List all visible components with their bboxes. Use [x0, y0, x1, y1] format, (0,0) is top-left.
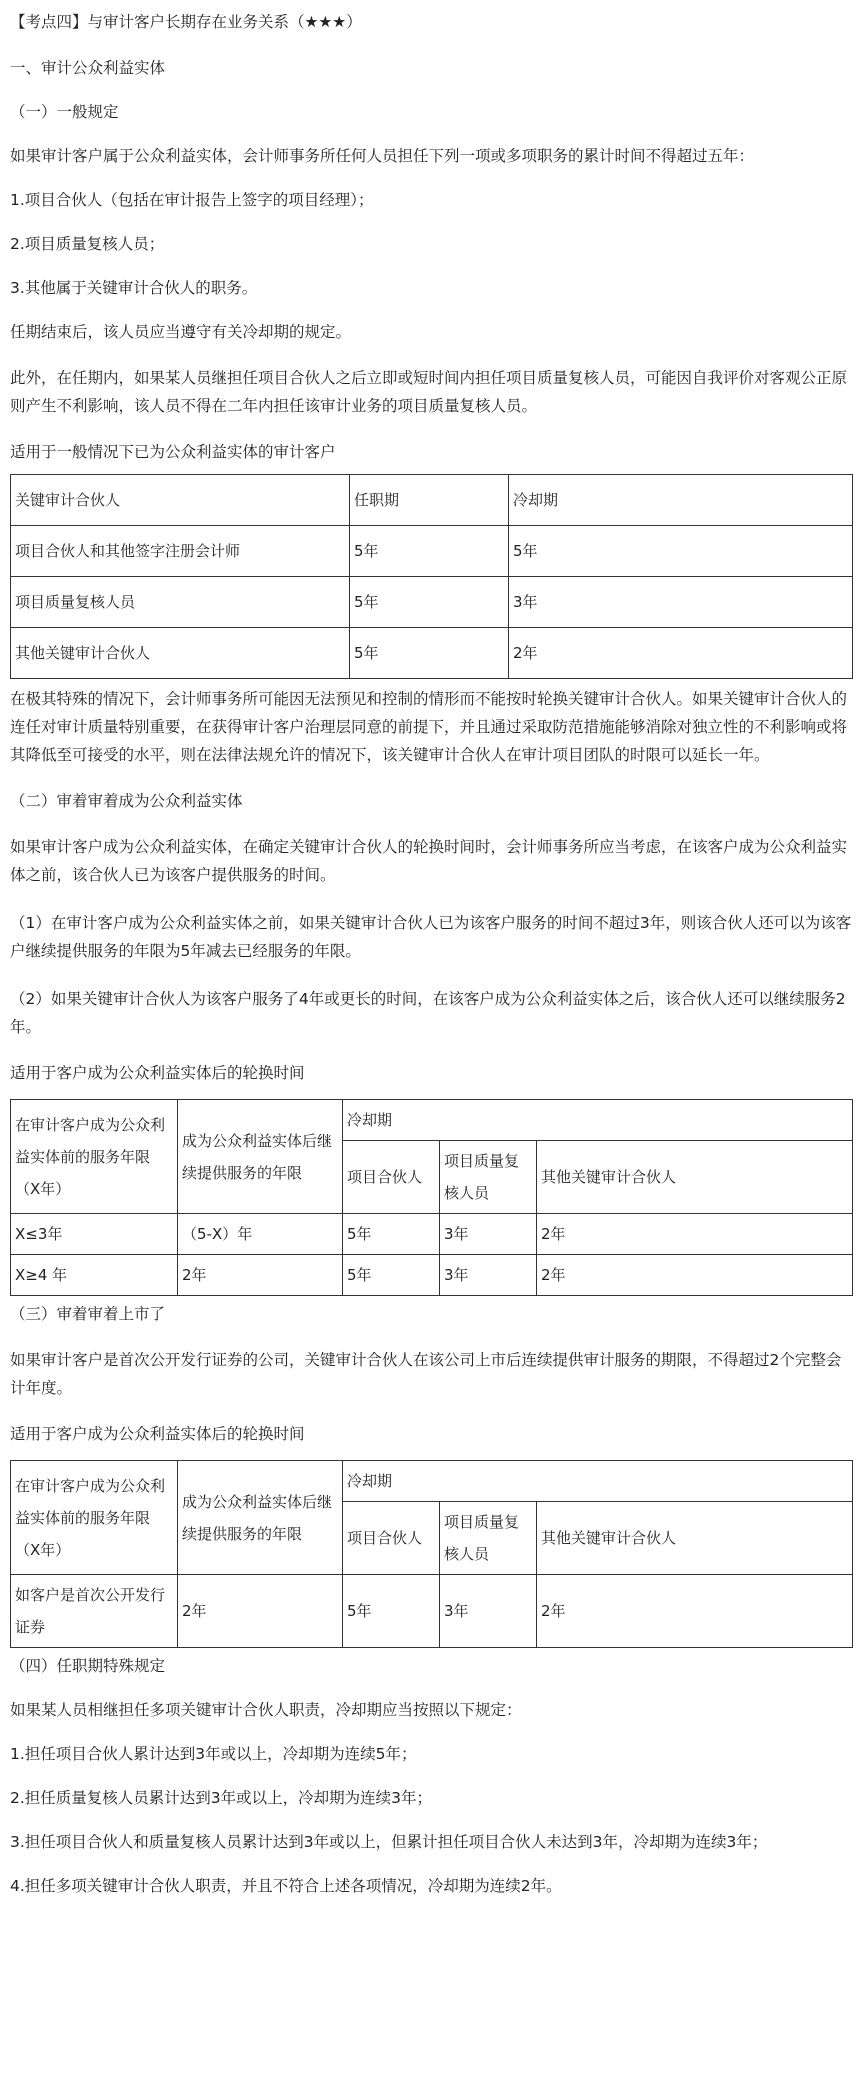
table-caption: 适用于一般情况下已为公众利益实体的审计客户 — [10, 443, 336, 461]
table-cell: （5-X）年 — [178, 1214, 343, 1255]
table-cell: 5年 — [350, 628, 509, 679]
table-cell: 3年 — [440, 1214, 537, 1255]
table-header-cell: 项目合伙人 — [343, 1502, 440, 1575]
table-header-cell: 冷却期 — [343, 1461, 853, 1502]
table-row — [11, 1255, 853, 1296]
table-header-cell: 项目合伙人 — [343, 1141, 440, 1214]
table-header-cell: 在审计客户成为公众利益实体前的服务年限（X年） — [11, 1461, 178, 1575]
list-item: 4.担任多项关键审计合伙人职责，并且不符合上述各项情况，冷却期为连续2年。 — [10, 1877, 562, 1895]
special-circumstances-text: 在极其特殊的情况下，会计师事务所可能因无法预见和控制的情形而不能按时轮换关键审计合伙人。如果关键审计合伙人的连任对审计质量特别重要，在获得审计客户治理层同意的前提下，并且通过采取防范措施能够消除对独立性的不利影响或将其降低至可接受的水平，则在法律法规允许的情况下，该关键审计合伙人在审计项目团队的时限可以延长一年。 — [10, 690, 848, 764]
table-cell: X≤3年 — [11, 1214, 178, 1255]
table-cell: 5年 — [343, 1575, 440, 1648]
table-cell: 项目合伙人和其他签字注册会计师 — [11, 526, 350, 577]
general-rotation-table — [10, 474, 853, 679]
table-cell: 其他关键审计合伙人 — [11, 628, 350, 679]
table-header-cell: 项目质量复核人员 — [440, 1502, 537, 1575]
ipo-intro: 如果审计客户是首次公开发行证券的公司，关键审计合伙人在该公司上市后连续提供审计服务的期限，不得超过2个完整会计年度。 — [10, 1351, 842, 1397]
table-cell: X≥4 年 — [11, 1255, 178, 1296]
becomes-pie-point-1: （1）在审计客户成为公众利益实体之前，如果关键审计合伙人已为该客户服务的时间不超过3年，则该合伙人还可以为该客户继续提供服务的年限为5年减去已经服务的年限。 — [10, 914, 852, 960]
table-header-cell: 项目质量复核人员 — [440, 1141, 537, 1214]
table-cell: 项目质量复核人员 — [11, 577, 350, 628]
table-cell: 5年 — [509, 526, 853, 577]
table-cell: 2年 — [537, 1575, 853, 1648]
subsection-heading-general: （一）一般规定 — [10, 103, 119, 121]
table-header-cell: 任职期 — [350, 475, 509, 526]
table-row — [11, 1214, 853, 1255]
table-header-cell: 其他关键审计合伙人 — [537, 1502, 853, 1575]
table-cell: 如客户是首次公开发行证券 — [11, 1575, 178, 1648]
list-item: 1.担任项目合伙人累计达到3年或以上，冷却期为连续5年； — [10, 1745, 417, 1763]
list-item: 2.项目质量复核人员； — [10, 235, 165, 253]
table-row — [11, 628, 853, 679]
table-header-cell: 冷却期 — [343, 1100, 853, 1141]
table-header-row — [11, 475, 853, 526]
table-caption: 适用于客户成为公众利益实体后的轮换时间 — [10, 1064, 305, 1082]
becomes-pie-point-2: （2）如果关键审计合伙人为该客户服务了4年或更长的时间，在该客户成为公众利益实体之后，该合伙人还可以继续服务2年。 — [10, 990, 846, 1036]
list-item: 2.担任质量复核人员累计达到3年或以上，冷却期为连续3年； — [10, 1789, 433, 1807]
table-header-cell: 关键审计合伙人 — [11, 475, 350, 526]
table-cell: 2年 — [537, 1255, 853, 1296]
after-term-text: 任期结束后，该人员应当遵守有关冷却期的规定。 — [10, 323, 352, 341]
table-row — [11, 526, 853, 577]
table-cell: 2年 — [537, 1214, 853, 1255]
additional-text: 此外，在任期内，如果某人员继担任项目合伙人之后立即或短时间内担任项目质量复核人员，可能因自我评价对客观公正原则产生不利影响，该人员不得在二年内担任该审计业务的项目质量复核人员。 — [10, 369, 848, 415]
table-cell: 5年 — [350, 577, 509, 628]
table-header-cell: 成为公众利益实体后继续提供服务的年限 — [178, 1100, 343, 1214]
general-intro: 如果审计客户属于公众利益实体，会计师事务所任何人员担任下列一项或多项职务的累计时间不得超过五年： — [10, 147, 755, 165]
subsection-heading-special-term: （四）任职期特殊规定 — [10, 1657, 166, 1675]
table-cell: 2年 — [178, 1255, 343, 1296]
special-term-intro: 如果某人员相继担任多项关键审计合伙人职责，冷却期应当按照以下规定： — [10, 1701, 522, 1719]
table-cell: 5年 — [350, 526, 509, 577]
list-item: 3.担任项目合伙人和质量复核人员累计达到3年或以上，但累计担任项目合伙人未达到3年，冷却期为连续3年； — [10, 1833, 768, 1851]
subsection-heading-becomes-pie: （二）审着审着成为公众利益实体 — [10, 792, 243, 810]
list-item: 1.项目合伙人（包括在审计报告上签字的项目经理）； — [10, 191, 374, 209]
table-header-cell: 冷却期 — [509, 475, 853, 526]
table-cell: 5年 — [343, 1214, 440, 1255]
table-cell: 3年 — [509, 577, 853, 628]
table-caption: 适用于客户成为公众利益实体后的轮换时间 — [10, 1425, 305, 1443]
table-row — [11, 577, 853, 628]
table-cell: 3年 — [440, 1575, 537, 1648]
subsection-heading-ipo: （三）审着审着上市了 — [10, 1305, 166, 1323]
list-item: 3.其他属于关键审计合伙人的职务。 — [10, 279, 258, 297]
table-cell: 2年 — [509, 628, 853, 679]
page-title: 【考点四】与审计客户长期存在业务关系（★★★） — [10, 13, 362, 31]
table-row — [11, 1575, 853, 1648]
section-heading: 一、审计公众利益实体 — [10, 59, 166, 77]
table-cell: 2年 — [178, 1575, 343, 1648]
table-cell: 5年 — [343, 1255, 440, 1296]
ipo-rotation-table — [10, 1460, 853, 1648]
table-cell: 3年 — [440, 1255, 537, 1296]
table-header-cell: 成为公众利益实体后继续提供服务的年限 — [178, 1461, 343, 1575]
table-header-row — [11, 1100, 853, 1141]
becomes-pie-rotation-table — [10, 1099, 853, 1296]
table-header-row — [11, 1461, 853, 1502]
becomes-pie-intro: 如果审计客户成为公众利益实体，在确定关键审计合伙人的轮换时间时，会计师事务所应当考虑，在该客户成为公众利益实体之前，该合伙人已为该客户提供服务的时间。 — [10, 838, 848, 884]
table-header-cell: 其他关键审计合伙人 — [537, 1141, 853, 1214]
table-header-cell: 在审计客户成为公众利益实体前的服务年限（X年） — [11, 1100, 178, 1214]
